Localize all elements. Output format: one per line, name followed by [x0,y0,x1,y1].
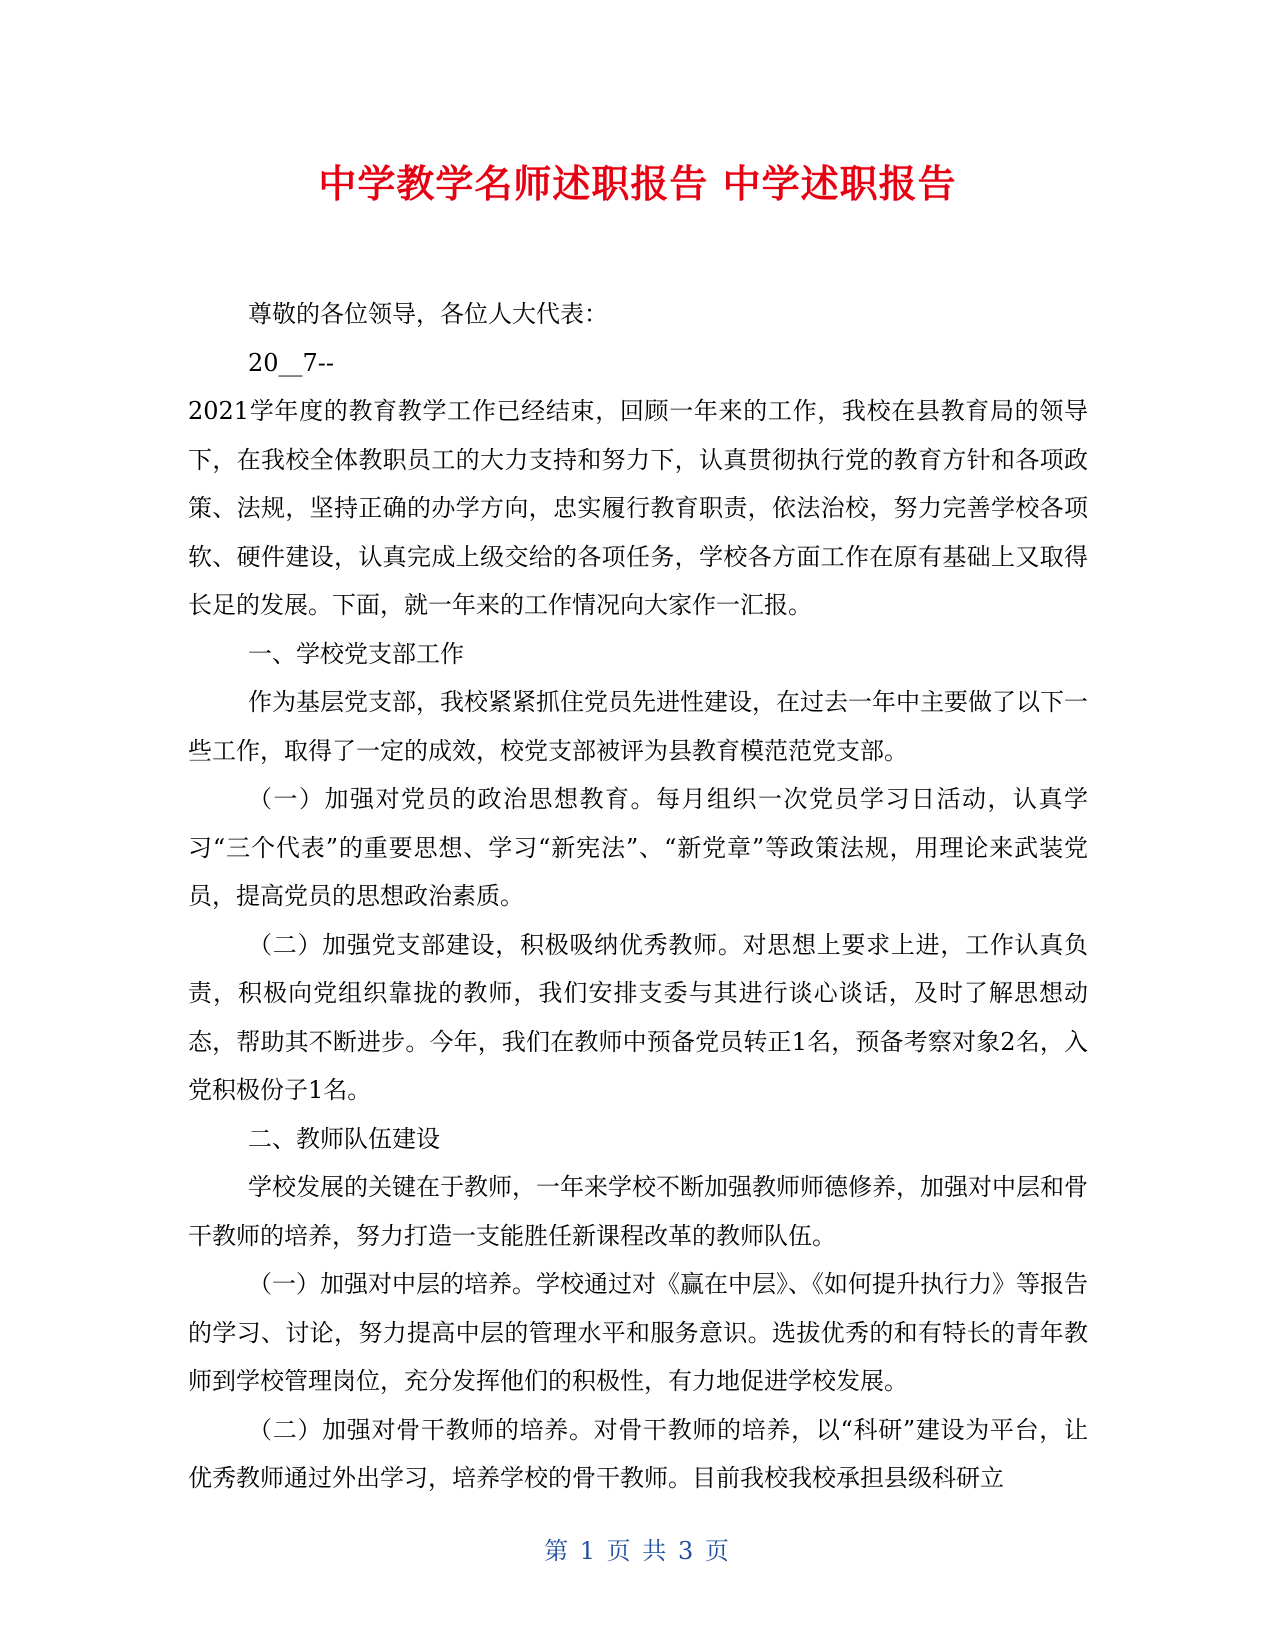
teacher-team-paragraph: 学校发展的关键在于教师，一年来学校不断加强教师师德修养，加强对中层和骨干教师的培养，努力打造一支能胜任新课程改革的教师队伍。 [188,1173,1088,1250]
section-heading-teacher-team: 二、教师队伍建设 [248,1124,440,1153]
party-branch-paragraph: 作为基层党支部，我校紧紧抓住党员先进性建设，在过去一年中主要做了以下一些工作，取得了一定的成效，校党支部被评为县教育模范范党支部。 [188,688,1088,765]
party-building-paragraph: （二）加强党支部建设，积极吸纳优秀教师。对思想上要求上进，工作认真负责，积极向党组织靠拢的教师，我们安排支委与其进行谈心谈话，及时了解思想动态，帮助其不断进步。今年，我们在教师中预备党员转正1名，预备考察对象2名，入党积极份子1名。 [188,930,1088,1104]
salutation: 尊敬的各位领导，各位人大代表： [248,300,608,328]
document-body [188,290,1088,1503]
party-education-paragraph: （一）加强对党员的政治思想教育。每月组织一次党员学习日活动，认真学习“三个代表”的重要思想、学习“新宪法”、“新党章”等政策法规，用理论来武装党员，提高党员的思想政治素质。 [188,785,1088,910]
document-title: 中学教学名师述职报告 中学述职报告 [318,162,957,206]
page-footer: 第 1 页 共 3 页 [544,1537,731,1565]
date-line: 20__7-- [248,348,335,377]
intro-paragraph: 2021学年度的教育教学工作已经结束，回顾一年来的工作，我校在县教育局的领导下，在我校全体教职员工的大力支持和努力下，认真贯彻执行党的教育方针和各项政策、法规，坚持正确的办学方向，忠实履行教育职责，依法治校，努力完善学校各项软、硬件建设，认真完成上级交给的各项任务，学校各方面工作在原有基础上又取得长足的发展。下面，就一年来的工作情况向大家作一汇报。 [188,397,1088,619]
backbone-teacher-paragraph: （二）加强对骨干教师的培养。对骨干教师的培养，以“科研”建设为平台，让优秀教师通过外出学习，培养学校的骨干教师。目前我校我校承担县级科研立 [188,1415,1088,1492]
middle-management-paragraph: （一）加强对中层的培养。学校通过对《赢在中层》、《如何提升执行力》等报告的学习、讨论，努力提高中层的管理水平和服务意识。选拔优秀的和有特长的青年教师到学校管理岗位，充分发挥他们的积极性，有力地促进学校发展。 [188,1270,1088,1395]
section-heading-party-branch: 一、学校党支部工作 [248,639,464,668]
